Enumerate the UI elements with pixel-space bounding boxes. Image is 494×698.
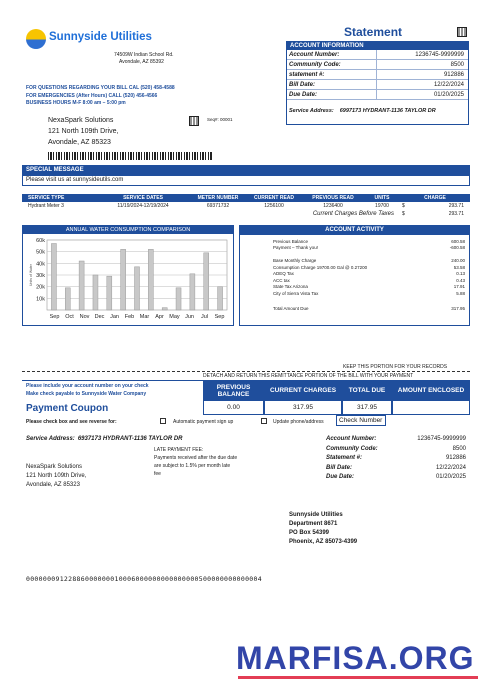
account-info-row bbox=[287, 70, 468, 80]
cell-previous-read: 1236400 bbox=[323, 203, 343, 209]
header-current-read: CURRENT READ bbox=[254, 195, 294, 201]
remit-account-row bbox=[326, 436, 466, 446]
coupon-header-amount-enclosed: AMOUNT ENCLOSED bbox=[392, 381, 470, 400]
pay-to-line2: Department 8671 bbox=[289, 521, 338, 527]
account-info-header: ACCOUNT INFORMATION bbox=[287, 42, 468, 50]
company-address-line1: 74509W Indian School Rd. bbox=[114, 52, 174, 58]
remit-account-value: 912886 bbox=[445, 455, 466, 461]
account-info-value: 01/20/2025 bbox=[433, 91, 464, 98]
account-info-key: Community Code: bbox=[287, 60, 377, 69]
service-address-label: Service Address: bbox=[289, 108, 334, 114]
update-address-label: Update phone/address bbox=[273, 419, 324, 425]
coupon-header-previous-balance: PREVIOUS BALANCE bbox=[203, 381, 264, 400]
remit-account-key: Statement #: bbox=[326, 455, 363, 461]
company-address-line2: Avondale, AZ 85392 bbox=[119, 59, 164, 65]
chart-bar bbox=[190, 274, 195, 310]
account-info-row bbox=[287, 90, 468, 100]
special-message-text: Please visit us at sunnysideutils.com bbox=[26, 177, 124, 183]
remit-account-row bbox=[326, 446, 466, 456]
cell-currency: $ bbox=[402, 203, 405, 209]
activity-row bbox=[273, 297, 465, 304]
usage-table bbox=[22, 194, 470, 218]
remit-account-row bbox=[326, 455, 466, 465]
autopay-checkbox[interactable] bbox=[160, 418, 166, 424]
activity-amount: 240.00 bbox=[451, 258, 465, 264]
header-charge: CHARGE bbox=[424, 195, 446, 201]
activity-label: ADEQ Tax bbox=[273, 271, 294, 277]
subtotal-value: 293.71 bbox=[448, 211, 464, 217]
chart-bar bbox=[107, 276, 112, 310]
late-fee-line4: fee bbox=[154, 471, 161, 477]
cell-service-type: Hydrant Meter 3 bbox=[28, 203, 64, 209]
activity-amount: 17.91 bbox=[453, 284, 465, 290]
activity-amount: 53.58 bbox=[453, 264, 465, 270]
chart-ytick-label: 60k bbox=[36, 238, 45, 244]
chart-bar bbox=[176, 288, 181, 310]
remit-account-key: Account Number: bbox=[326, 436, 377, 442]
activity-amount: -600.58 bbox=[449, 245, 465, 251]
remit-account-value: 12/22/2024 bbox=[435, 464, 466, 471]
chart-bar bbox=[204, 253, 209, 310]
keep-portion-label: KEEP THIS PORTION FOR YOUR RECORDS bbox=[343, 364, 448, 370]
coupon-previous-balance: 0.00 bbox=[203, 400, 264, 415]
chart-plot bbox=[23, 234, 233, 326]
chart-xtick-label: Apr bbox=[155, 314, 164, 320]
usage-table-row bbox=[22, 202, 470, 210]
sequence-number: Seq#: 00001 bbox=[207, 117, 233, 122]
chart-bar bbox=[79, 261, 84, 310]
detach-line bbox=[22, 371, 470, 372]
customer-city: Avondale, AZ 85323 bbox=[48, 139, 111, 146]
contact-line2: FOR EMERGENCIES (After Hours) CALL (520) 456-4566 bbox=[26, 93, 158, 99]
autopay-label: Automatic payment sign up bbox=[173, 419, 234, 425]
remit-account-key: Community Code: bbox=[326, 445, 378, 452]
cell-current-read: 1256100 bbox=[264, 203, 284, 209]
special-message-box bbox=[22, 165, 470, 186]
activity-label: Consumption Charge 19700.00 Gal @ 0.27200 bbox=[273, 264, 368, 270]
watermark-underline bbox=[238, 676, 478, 679]
usage-subtotal-row bbox=[22, 210, 470, 218]
activity-amount: 0.43 bbox=[456, 277, 465, 283]
remit-service-address bbox=[26, 436, 183, 442]
account-info-key: statement #: bbox=[287, 70, 377, 79]
activity-label: Payment – Thank you! bbox=[273, 245, 318, 251]
usage-table-header bbox=[22, 194, 470, 202]
activity-label: ACC tax bbox=[273, 277, 290, 283]
activity-label: State Tax Arizona bbox=[273, 284, 308, 290]
activity-amount: 317.95 bbox=[451, 305, 465, 311]
chart-ytick-label: 40k bbox=[36, 261, 45, 268]
late-fee-line2: Payments received after the due date bbox=[154, 455, 238, 461]
chart-ytick-label: 10k bbox=[36, 296, 45, 303]
account-info-value: 8500 bbox=[450, 61, 464, 68]
address-barcode bbox=[48, 152, 213, 160]
special-message-header: SPECIAL MESSAGE bbox=[23, 166, 469, 176]
chart-xtick-label: Sep bbox=[49, 314, 60, 320]
cell-units: 19700 bbox=[375, 203, 389, 209]
chart-xtick-label: Feb bbox=[124, 314, 135, 320]
company-logo-icon bbox=[26, 29, 46, 49]
chart-bar bbox=[121, 249, 126, 310]
remit-customer-name: NexaSpark Solutions bbox=[26, 464, 83, 470]
chart-bar bbox=[135, 267, 140, 310]
contact-line1: FOR QUESTIONS REGARDING YOUR BILL CAL (520) 458-4588 bbox=[26, 85, 175, 91]
chart-xtick-label: Jun bbox=[185, 314, 194, 320]
remit-account-key: Due Date: bbox=[326, 474, 355, 480]
chart-xtick-label: Nov bbox=[79, 314, 90, 320]
activity-label: Total Amount Due bbox=[273, 305, 309, 311]
header-meter-number: METER NUMBER bbox=[197, 195, 239, 201]
account-info-box bbox=[286, 41, 469, 125]
subtotal-label: Current Charges Before Taxes bbox=[312, 211, 394, 217]
chart-xtick-label: Oct bbox=[65, 314, 74, 320]
chart-ytick-label: 30k bbox=[36, 273, 45, 279]
activity-label: Base Monthly Charge bbox=[273, 258, 317, 264]
remit-service-address-label: Service Address: bbox=[26, 436, 75, 442]
remit-account-row bbox=[326, 474, 466, 484]
remit-account-value: 8500 bbox=[452, 445, 466, 452]
check-number-field[interactable]: Check Number bbox=[336, 415, 386, 426]
header-service-type: SERVICE TYPE bbox=[28, 195, 65, 201]
remit-note-line2: Make check payable to Sunnyside Water Company bbox=[26, 391, 147, 397]
activity-amount: 600.58 bbox=[451, 238, 465, 244]
activity-row bbox=[273, 305, 465, 312]
chart-ylabel: Units of Water bbox=[29, 263, 33, 287]
watermark: MARFISA.ORG bbox=[236, 640, 475, 676]
customer-name: NexaSpark Solutions bbox=[48, 117, 114, 124]
account-info-value: 1236745-9999999 bbox=[415, 51, 464, 58]
coupon-total-due: 317.95 bbox=[342, 400, 392, 415]
account-info-key: Due Date: bbox=[287, 90, 377, 99]
activity-label: City of Sierra Vista Tax bbox=[273, 290, 319, 296]
coupon-title: Payment Coupon bbox=[26, 403, 109, 414]
activity-header: ACCOUNT ACTIVITY bbox=[240, 226, 469, 235]
detach-instruction: DETACH AND RETURN THIS REMITTANCE PORTION OF THE BILL WITH YOUR PAYMENT bbox=[203, 373, 414, 379]
chart-ytick-label: 50k bbox=[36, 249, 45, 256]
customer-street: 121 North 109th Drive, bbox=[48, 128, 119, 135]
contact-line3: BUSINESS HOURS M-F 8:00 am – 5:00 pm bbox=[26, 100, 126, 106]
statement-qr-icon bbox=[457, 27, 467, 37]
amount-enclosed-field[interactable] bbox=[392, 400, 470, 415]
chart-title: ANNUAL WATER CONSUMPTION COMPARISON bbox=[23, 226, 233, 234]
activity-amount: 0.13 bbox=[456, 271, 465, 277]
chart-bar bbox=[218, 287, 223, 310]
late-fee-line3: are subject to 1.5% per month late bbox=[154, 463, 231, 469]
activity-amount: 5.88 bbox=[456, 290, 465, 296]
update-address-checkbox[interactable] bbox=[261, 418, 267, 424]
chart-bar bbox=[93, 275, 98, 310]
remit-account-value: 01/20/2025 bbox=[435, 474, 466, 480]
qr-code-icon bbox=[189, 116, 199, 126]
remit-service-address-value: 6937173 HYDRANT-1136 TAYLOR DR bbox=[77, 436, 183, 442]
subtotal-currency: $ bbox=[402, 211, 405, 217]
pay-to-line4: Phoenix, AZ 85073-4399 bbox=[289, 539, 358, 545]
chart-bar bbox=[65, 288, 70, 310]
account-info-key: Bill Date: bbox=[287, 80, 377, 89]
remit-customer-city: Avondale, AZ 85323 bbox=[26, 482, 80, 488]
chart-bar bbox=[162, 308, 167, 310]
coupon-header-current-charges: CURRENT CHARGES bbox=[264, 381, 342, 400]
chart-bar bbox=[148, 249, 153, 310]
cell-charge: 293.71 bbox=[448, 203, 464, 209]
activity-label: Previous Balance bbox=[273, 238, 309, 244]
statement-title: Statement bbox=[344, 25, 403, 39]
chart-ytick-label: 20k bbox=[36, 284, 45, 291]
service-address-value: 6997173 HYDRANT-1136 TAYLOR DR bbox=[339, 108, 436, 114]
header-units: UNITS bbox=[374, 195, 390, 201]
check-box-note: Please check box and see reverse for: bbox=[26, 419, 117, 425]
remit-note-line1: Please include your account number on your check bbox=[26, 383, 149, 389]
chart-bar bbox=[51, 244, 56, 311]
header-service-dates: SERVICE DATES bbox=[123, 195, 163, 201]
scanline: 00000009122886000000010006000000000000000500000000000004 bbox=[26, 575, 262, 583]
coupon-current-charges: 317.95 bbox=[264, 400, 342, 415]
cell-service-dates: 11/19/2024-12/19/2024 bbox=[117, 203, 169, 209]
remit-account-info bbox=[326, 436, 466, 484]
chart-xtick-label: May bbox=[169, 314, 180, 320]
chart-xtick-label: Jul bbox=[200, 314, 209, 320]
account-info-row bbox=[287, 50, 468, 60]
late-fee-line1: LATE PAYMENT FEE: bbox=[154, 447, 204, 453]
chart-xtick-label: Dec bbox=[94, 314, 105, 320]
remit-account-key: Bill Date: bbox=[326, 464, 353, 471]
cell-meter-number: 69371732 bbox=[206, 203, 230, 209]
account-info-row bbox=[287, 60, 468, 70]
chart-xtick-label: Jan bbox=[110, 314, 119, 320]
account-info-value: 912886 bbox=[443, 71, 464, 78]
account-info-key: Account Number: bbox=[287, 50, 377, 59]
remit-customer-street: 121 North 109th Drive, bbox=[26, 473, 87, 479]
account-activity bbox=[239, 225, 470, 326]
pay-to-line3: PO Box 54399 bbox=[289, 530, 330, 536]
account-info-row bbox=[287, 80, 468, 90]
chart-xtick-label: Mar bbox=[139, 314, 150, 320]
chart-xtick-label: Sep bbox=[214, 314, 225, 320]
account-info-value: 12/22/2024 bbox=[433, 81, 464, 88]
remit-account-value: 1236745-9999999 bbox=[417, 436, 466, 442]
header-previous-read: PREVIOUS READ bbox=[312, 195, 354, 201]
remit-account-row bbox=[326, 465, 466, 475]
consumption-chart bbox=[22, 225, 234, 326]
coupon-header-total-due: TOTAL DUE bbox=[342, 381, 392, 400]
company-name: Sunnyside Utilities bbox=[49, 31, 152, 43]
pay-to-line1: Sunnyside Utilities bbox=[289, 512, 343, 518]
